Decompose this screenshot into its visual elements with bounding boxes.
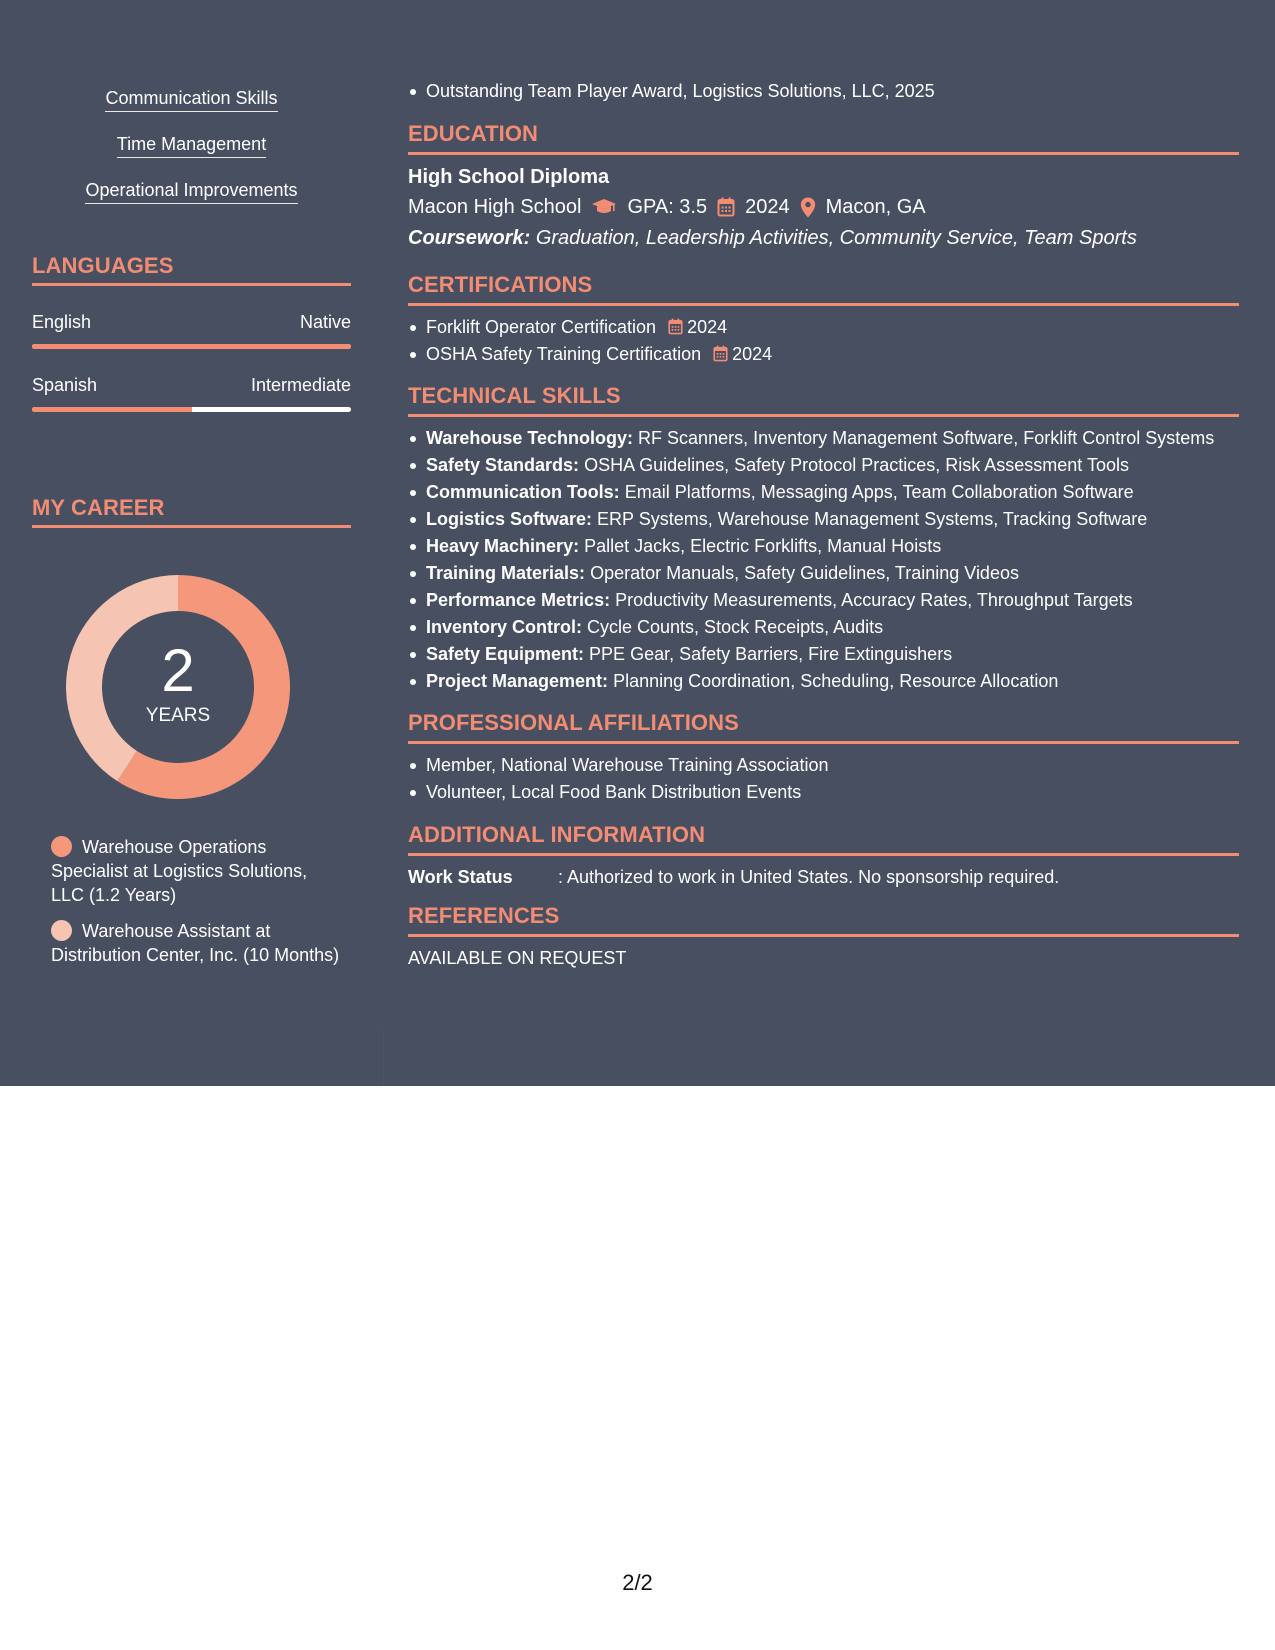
section-title: LANGUAGES xyxy=(32,253,174,278)
skill-values: OSHA Guidelines, Safety Protocol Practices, Risk Assessment Tools xyxy=(584,455,1129,475)
list-item: Outstanding Team Player Award, Logistics Solutions, LLC, 2025 xyxy=(426,78,1239,105)
skill-category: Safety Standards: xyxy=(426,455,580,475)
skills-list xyxy=(32,86,351,224)
affiliations-section xyxy=(408,710,1239,806)
calendar-icon xyxy=(713,345,728,362)
column-divider xyxy=(383,1030,384,1086)
donut-center xyxy=(66,575,290,799)
skill-category: Training Materials: xyxy=(426,563,586,583)
certification-year: 2024 xyxy=(687,317,728,337)
section-rule xyxy=(408,152,1239,155)
section-title: REFERENCES xyxy=(408,903,560,928)
school-name: Macon High School xyxy=(408,196,582,218)
legend-item xyxy=(51,919,341,967)
list-item xyxy=(426,641,1239,668)
list-item: Member, National Warehouse Training Association xyxy=(426,752,1239,779)
section-rule xyxy=(408,853,1239,856)
list-item xyxy=(426,587,1239,614)
list-item xyxy=(426,452,1239,479)
language-bar xyxy=(32,344,351,349)
language-row xyxy=(32,312,351,333)
skill-values: PPE Gear, Safety Barriers, Fire Extinguishers xyxy=(589,644,953,664)
section-title: EDUCATION xyxy=(408,121,539,146)
skill-values: Pallet Jacks, Electric Forklifts, Manual Hoists xyxy=(584,536,942,556)
section-title: MY CAREER xyxy=(32,495,165,520)
languages-section xyxy=(32,253,351,412)
certifications-section xyxy=(408,272,1239,368)
language-bar xyxy=(32,407,351,412)
work-status-row xyxy=(408,864,1239,890)
legend-item xyxy=(51,835,341,907)
certification-name: Forklift Operator Certification xyxy=(426,317,657,337)
certifications-list xyxy=(408,314,1239,368)
skill-item: Operational Improvements xyxy=(85,178,297,204)
skill-values: Operator Manuals, Safety Guidelines, Training Videos xyxy=(590,563,1019,583)
section-title: CERTIFICATIONS xyxy=(408,272,593,297)
section-rule xyxy=(408,303,1239,306)
language-bar-fill xyxy=(32,344,351,349)
career-section xyxy=(32,495,351,965)
list-item xyxy=(426,479,1239,506)
skill-category: Warehouse Technology: xyxy=(426,428,634,448)
education-location: Macon, GA xyxy=(825,196,926,218)
list-item xyxy=(426,533,1239,560)
section-title: PROFESSIONAL AFFILIATIONS xyxy=(408,710,739,735)
education-section xyxy=(408,121,1239,253)
certification-year: 2024 xyxy=(732,344,773,364)
skill-values: Planning Coordination, Scheduling, Resource Allocation xyxy=(613,671,1059,691)
skill-category: Performance Metrics: xyxy=(426,590,611,610)
skill-values: Productivity Measurements, Accuracy Rates, Throughput Targets xyxy=(615,590,1133,610)
list-item xyxy=(426,668,1239,695)
list-item xyxy=(426,341,1239,368)
affiliations-list xyxy=(408,752,1239,806)
language-level: Native xyxy=(299,312,351,332)
skill-values: Cycle Counts, Stock Receipts, Audits xyxy=(587,617,884,637)
career-years-unit: YEARS xyxy=(145,705,211,726)
additional-info-section xyxy=(408,822,1239,890)
coursework-text: Graduation, Leadership Activities, Community Service, Team Sports xyxy=(535,227,1137,249)
section-title: TECHNICAL SKILLS xyxy=(408,383,621,408)
career-years-number: 2 xyxy=(161,637,195,704)
skill-values: ERP Systems, Warehouse Management Systems, Tracking Software xyxy=(597,509,1148,529)
skill-category: Heavy Machinery: xyxy=(426,536,580,556)
awards-list xyxy=(408,78,1239,105)
skill-values: RF Scanners, Inventory Management Software, Forklift Control Systems xyxy=(638,428,1215,448)
legend-label: Warehouse Operations Specialist at Logistics Solutions, LLC (1.2 Years) xyxy=(51,837,308,905)
info-key: Work Status xyxy=(408,867,513,887)
language-level: Intermediate xyxy=(250,375,351,395)
skill-item: Communication Skills xyxy=(105,86,277,112)
skill-category: Safety Equipment: xyxy=(426,644,585,664)
section-rule xyxy=(32,283,351,286)
career-donut-chart xyxy=(66,575,290,799)
list-item xyxy=(426,425,1239,452)
coursework-label: Coursework: xyxy=(408,227,531,249)
references-text: AVAILABLE ON REQUEST xyxy=(408,948,627,968)
coursework xyxy=(408,223,1239,253)
language-bar-fill xyxy=(32,407,192,412)
skill-values: Email Platforms, Messaging Apps, Team Collaboration Software xyxy=(624,482,1134,502)
legend-dot xyxy=(51,836,72,857)
list-item xyxy=(426,314,1239,341)
list-item xyxy=(426,560,1239,587)
certification-name: OSHA Safety Training Certification xyxy=(426,344,702,364)
education-details xyxy=(408,191,1239,223)
info-value: : Authorized to work in United States. No sponsorship required. xyxy=(558,867,1060,887)
gpa: GPA: 3.5 xyxy=(627,196,708,218)
calendar-icon xyxy=(668,318,683,335)
skill-category: Logistics Software: xyxy=(426,509,593,529)
page-number: 2/2 xyxy=(622,1570,653,1595)
section-rule xyxy=(408,934,1239,937)
list-item xyxy=(426,506,1239,533)
list-item xyxy=(426,614,1239,641)
technical-skills-list xyxy=(408,425,1239,695)
section-rule xyxy=(408,741,1239,744)
skill-category: Communication Tools: xyxy=(426,482,620,502)
technical-skills-section xyxy=(408,383,1239,695)
degree-title: High School Diploma xyxy=(408,166,610,188)
section-title: ADDITIONAL INFORMATION xyxy=(408,822,706,847)
list-item: Volunteer, Local Food Bank Distribution Events xyxy=(426,779,1239,806)
legend-label: Warehouse Assistant at Distribution Center, Inc. (10 Months) xyxy=(51,921,340,965)
education-year: 2024 xyxy=(745,196,790,218)
career-legend xyxy=(51,835,341,979)
language-name: Spanish xyxy=(32,375,98,395)
references-section xyxy=(408,903,1239,971)
language-name: English xyxy=(32,312,92,332)
awards-section xyxy=(408,78,1239,105)
location-pin-icon xyxy=(800,197,816,218)
section-rule xyxy=(32,525,351,528)
legend-dot xyxy=(51,920,72,941)
skill-category: Project Management: xyxy=(426,671,609,691)
section-rule xyxy=(408,414,1239,417)
calendar-icon xyxy=(717,197,735,217)
skill-category: Inventory Control: xyxy=(426,617,582,637)
language-row xyxy=(32,375,351,396)
graduation-cap-icon xyxy=(591,198,617,216)
skill-item: Time Management xyxy=(117,132,266,158)
